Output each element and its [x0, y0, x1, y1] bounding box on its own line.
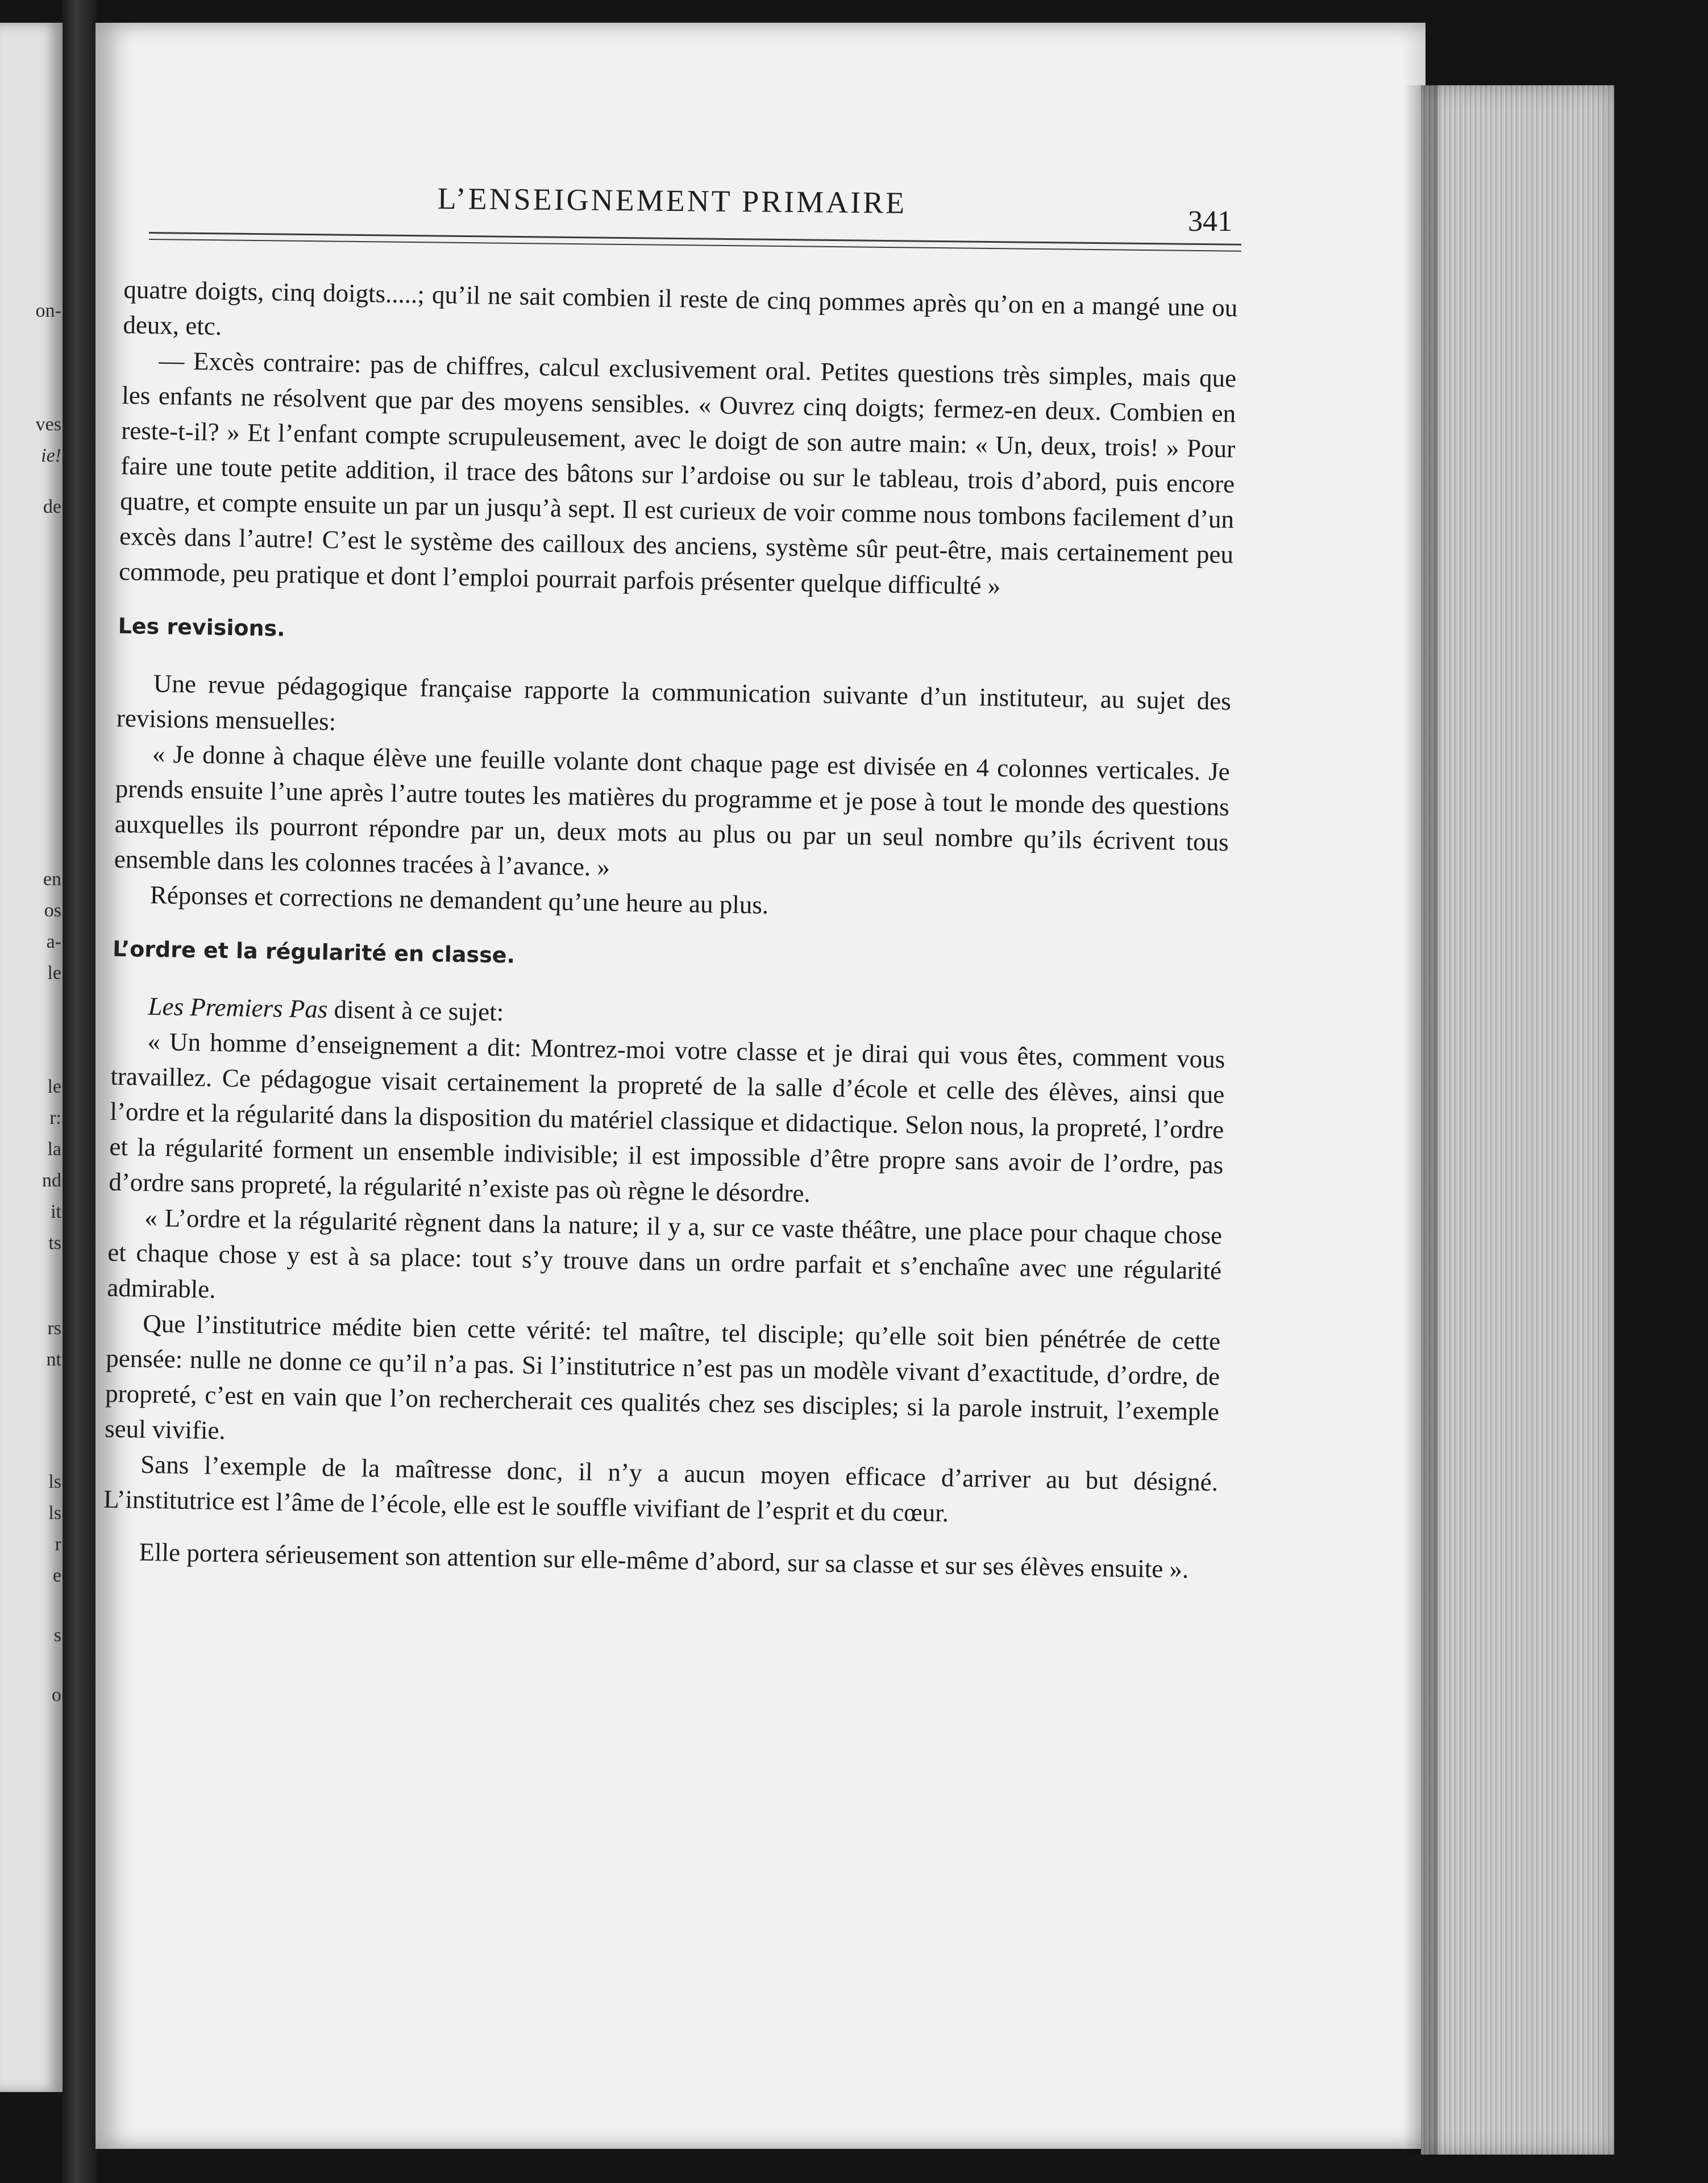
left-page-fragment: le: [47, 962, 61, 983]
left-page-fragment: s: [53, 1625, 61, 1646]
paragraph: Que l’institutrice médite bien cette vérité: tel maître, tel disciple; qu’elle soit bien pénétrée de cette pensée: nulle ne donne ce qu’il n’a pas. Si l’institutrice n’est pas un modèle vivant d’exactitude, d’ordre, de propreté, c’est en vain que l’on rechercherait ces qualités chez ses disciples; si la parole instruit, l’exemple seul vivifie.: [104, 1309, 1221, 1445]
quoted-paragraph: « Je donne à chaque élève une feuille volante dont chaque page est divisée en 4 colonnes verticales. Je prends ensuite l’une après l’autre toutes les matières du programme et je pose à tout le monde des questions auxquelles ils pourront répondre par un, deux mots au plus ou par un seul nombre qu’ils écrivent tous ensemble dans les colonnes tracées à l’avance. »: [114, 739, 1231, 882]
paragraph: Une revue pédagogique française rapporte la communication suivante d’un instituteur, au sujet des revisions mensuelles:: [116, 669, 1232, 736]
left-page-fragment: r:: [49, 1107, 61, 1128]
left-adjacent-page: [0, 23, 63, 2092]
left-page-fragment: ts: [48, 1232, 61, 1254]
left-page-fragment: rs: [47, 1318, 61, 1339]
left-page-fragment: en: [43, 869, 61, 890]
left-page-fragment: e: [52, 1565, 61, 1586]
left-page-fragment: on-: [35, 300, 61, 321]
paragraph: Sans l’exemple de la maîtresse donc, il n’y a aucun moyen efficace d’arriver au but désigné. L’institutrice est l’âme de l’école, elle est le souffle vivifiant de l’esprit et du cœur.: [103, 1450, 1219, 1528]
left-page-fragment: it: [51, 1201, 61, 1222]
left-page-fragment: nd: [42, 1170, 61, 1191]
page-edge-shadow: [1404, 85, 1438, 2155]
left-page-fragment: ls: [48, 1471, 61, 1492]
section-heading: Les revisions.: [118, 613, 285, 641]
left-page-fragment: a-: [46, 931, 61, 952]
left-page-fragment: le: [47, 1076, 61, 1097]
paragraph: Elle portera sérieusement son attention sur elle-même d’abord, sur sa classe et sur ses élèves ensuite ».: [139, 1537, 1189, 1584]
journal-title: Les Premiers Pas: [148, 991, 328, 1024]
paragraph: Réponses et corrections ne demandent qu’une heure au plus.: [149, 880, 769, 919]
left-page-fragment: r: [55, 1534, 61, 1555]
quoted-paragraph: « Un homme d’enseignement a dit: Montrez-moi votre classe et je dirai qui vous êtes, comment vous travaillez. Ce pédagogue visait certainement la propreté de la salle d’école et celle des élèves, ainsi que l’ordre et la régularité dans la disposition du matériel classique et didactique. Selon nous, la propreté, l’ordre et la régularité forment un ensemble indivisible; il est impossible d’être propre sans avoir de l’ordre, pas d’ordre sans propreté, la régularité n’existe pas où règne le désordre.: [109, 1027, 1225, 1208]
paragraph-text: disent à ce sujet:: [327, 995, 504, 1027]
left-page-fragment: nt: [46, 1349, 61, 1370]
quoted-paragraph: « L’ordre et la régularité règnent dans la nature; il y a, sur ce vaste théâtre, une place pour chaque chose et chaque chose y est à sa place: tout s’y trouve dans un ordre parfait et s’enchaîne avec une régularité admirable.: [106, 1203, 1223, 1304]
page-edges-stack: [1421, 85, 1614, 2155]
left-page-fragment: de: [43, 496, 61, 517]
paragraph: — Excès contraire: pas de chiffres, calcul exclusivement oral. Petites questions très simples, mais que les enfants ne résolvent que par des moyens sensibles. « Ouvrez cinq doigts; fermez-en deux. Combien en reste-t-il? » Et l’enfant compte scrupuleusement, avec le doigt de son autre main: « Un, deux, trois! » Pour faire une toute petite addition, il trace des bâtons sur l’ardoise ou sur le tableau, trois d’abord, puis encore quatre, et compte ensuite un par un jusqu’à sept. Il est curieux de voir comme nous tombons facilement d’un excès dans l’autre! C’est le système des cailloux des anciens, système sûr peut-être, mais certainement peu commode, peu pratique et dont l’emploi pourrait parfois présenter quelque difficulté »: [118, 346, 1237, 600]
left-page-fragment: o: [52, 1684, 61, 1705]
left-page-fragment: la: [47, 1139, 61, 1160]
left-page-fragment: ls: [48, 1503, 61, 1524]
running-head-title: L’ENSEIGNEMENT PRIMAIRE: [437, 181, 907, 220]
paragraph: quatre doigts, cinq doigts.....; qu’il ne sait combien il reste de cinq pommes après qu’on en a mangé une ou deux, etc.: [123, 275, 1238, 341]
left-page-fragment: ves: [35, 414, 61, 435]
left-page-fragment: ie!: [41, 445, 61, 466]
left-page-fragment: os: [44, 900, 61, 921]
book-gutter: [63, 0, 97, 2183]
page-number: 341: [1188, 205, 1232, 238]
page-body-text: [102, 272, 1238, 1587]
section-heading: L’ordre et la régularité en classe.: [112, 936, 516, 968]
